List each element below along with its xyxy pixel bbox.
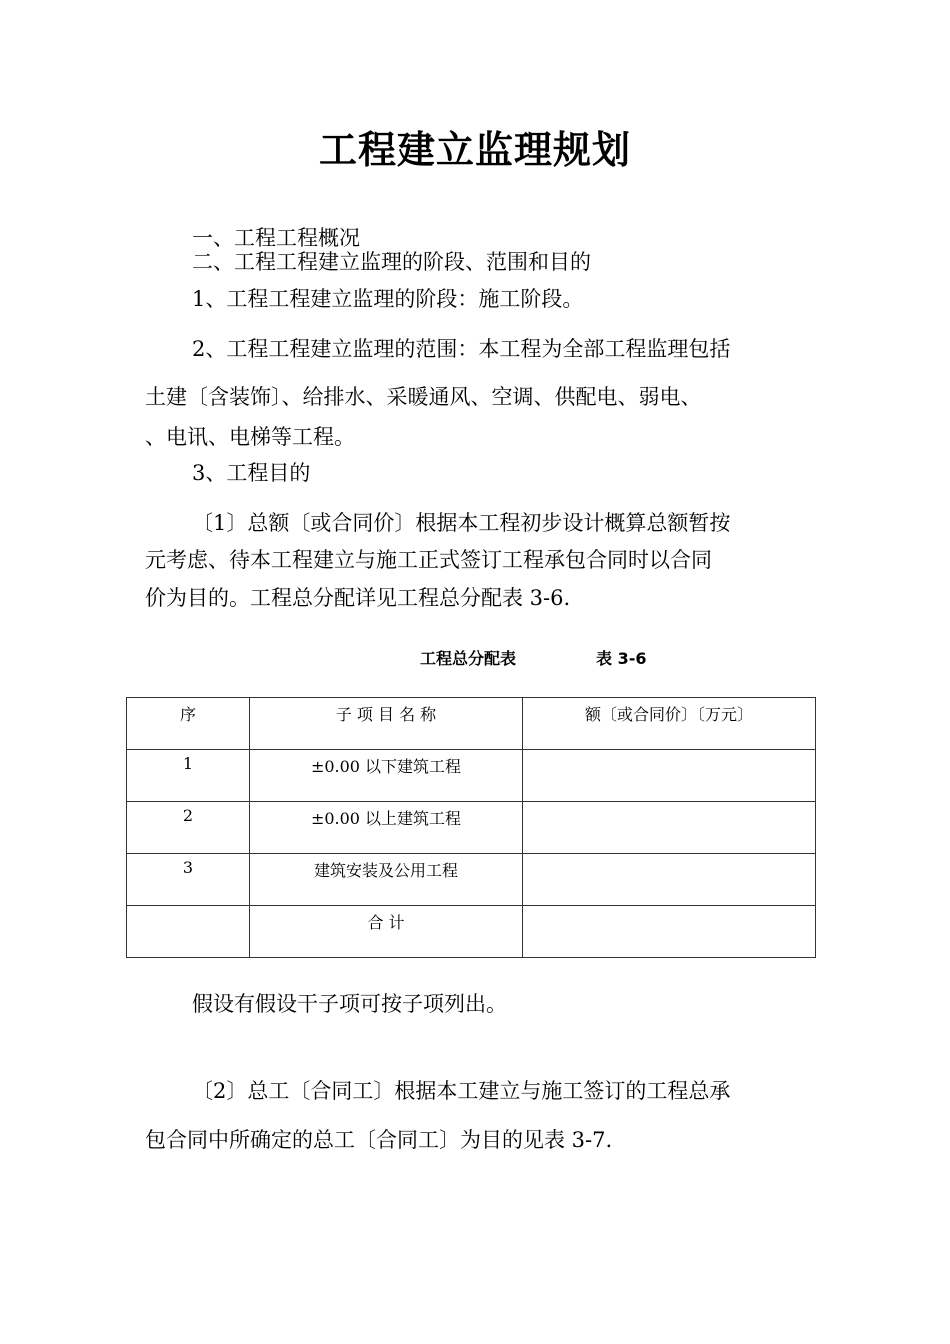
section-2-line-1: 2、工程工程建立监理的范围：本工程为全部工程监理包括 — [192, 337, 731, 361]
outline-item-1: 一、工程工程概况 — [192, 226, 360, 250]
row-index — [127, 906, 250, 958]
row-name: ±0.00 以下建筑工程 — [250, 750, 523, 802]
paragraph-1-line-3: 价为目的。工程总分配详见工程总分配表 3-6. — [145, 586, 571, 610]
table-header-row — [127, 698, 816, 750]
section-1-text: 1、工程工程建立监理的阶段：施工阶段。 — [192, 287, 584, 311]
paragraph-2-line-1: 〔2〕总工〔合同工〕根据本工建立与施工签订的工程总承 — [192, 1079, 731, 1103]
row-index: 2 — [127, 802, 250, 854]
row-name: 建筑安装及公用工程 — [250, 854, 523, 906]
allocation-table — [126, 697, 816, 958]
row-name: 合 计 — [250, 906, 523, 958]
section-2-line-3: 、电讯、电梯等工程。 — [145, 425, 355, 449]
row-amount — [523, 906, 816, 958]
row-amount — [523, 854, 816, 906]
paragraph-1-line-1: 〔1〕总额〔或合同价〕根据本工程初步设计概算总额暂按 — [192, 511, 731, 535]
header-subitem-name: 子 项 目 名 称 — [250, 698, 523, 750]
table-row — [127, 802, 816, 854]
section-3-heading: 3、工程目的 — [192, 461, 311, 485]
header-index: 序 — [127, 698, 250, 750]
row-amount — [523, 802, 816, 854]
table-caption — [420, 646, 647, 669]
row-index: 3 — [127, 854, 250, 906]
outline-item-2: 二、工程工程建立监理的阶段、范围和目的 — [192, 250, 591, 274]
note-text: 假设有假设干子项可按子项列出。 — [192, 992, 507, 1016]
table-row — [127, 750, 816, 802]
row-name: ±0.00 以上建筑工程 — [250, 802, 523, 854]
table-caption-name: 工程总分配表 — [420, 649, 517, 668]
document-title: 工程建立监理规划 — [318, 127, 631, 172]
header-amount: 额〔或合同价〕〔万元〕 — [523, 698, 816, 750]
section-2-line-2: 土建〔含装饰〕、给排水、采暖通风、空调、供配电、弱电、 — [145, 385, 702, 409]
table-total-row — [127, 906, 816, 958]
row-amount — [523, 750, 816, 802]
row-index: 1 — [127, 750, 250, 802]
table-row — [127, 854, 816, 906]
table-caption-number: 表 3-6 — [596, 649, 647, 668]
paragraph-2-line-2: 包合同中所确定的总工〔合同工〕为目的见表 3-7. — [145, 1128, 613, 1152]
paragraph-1-line-2: 元考虑、待本工程建立与施工正式签订工程承包合同时以合同 — [145, 548, 712, 572]
